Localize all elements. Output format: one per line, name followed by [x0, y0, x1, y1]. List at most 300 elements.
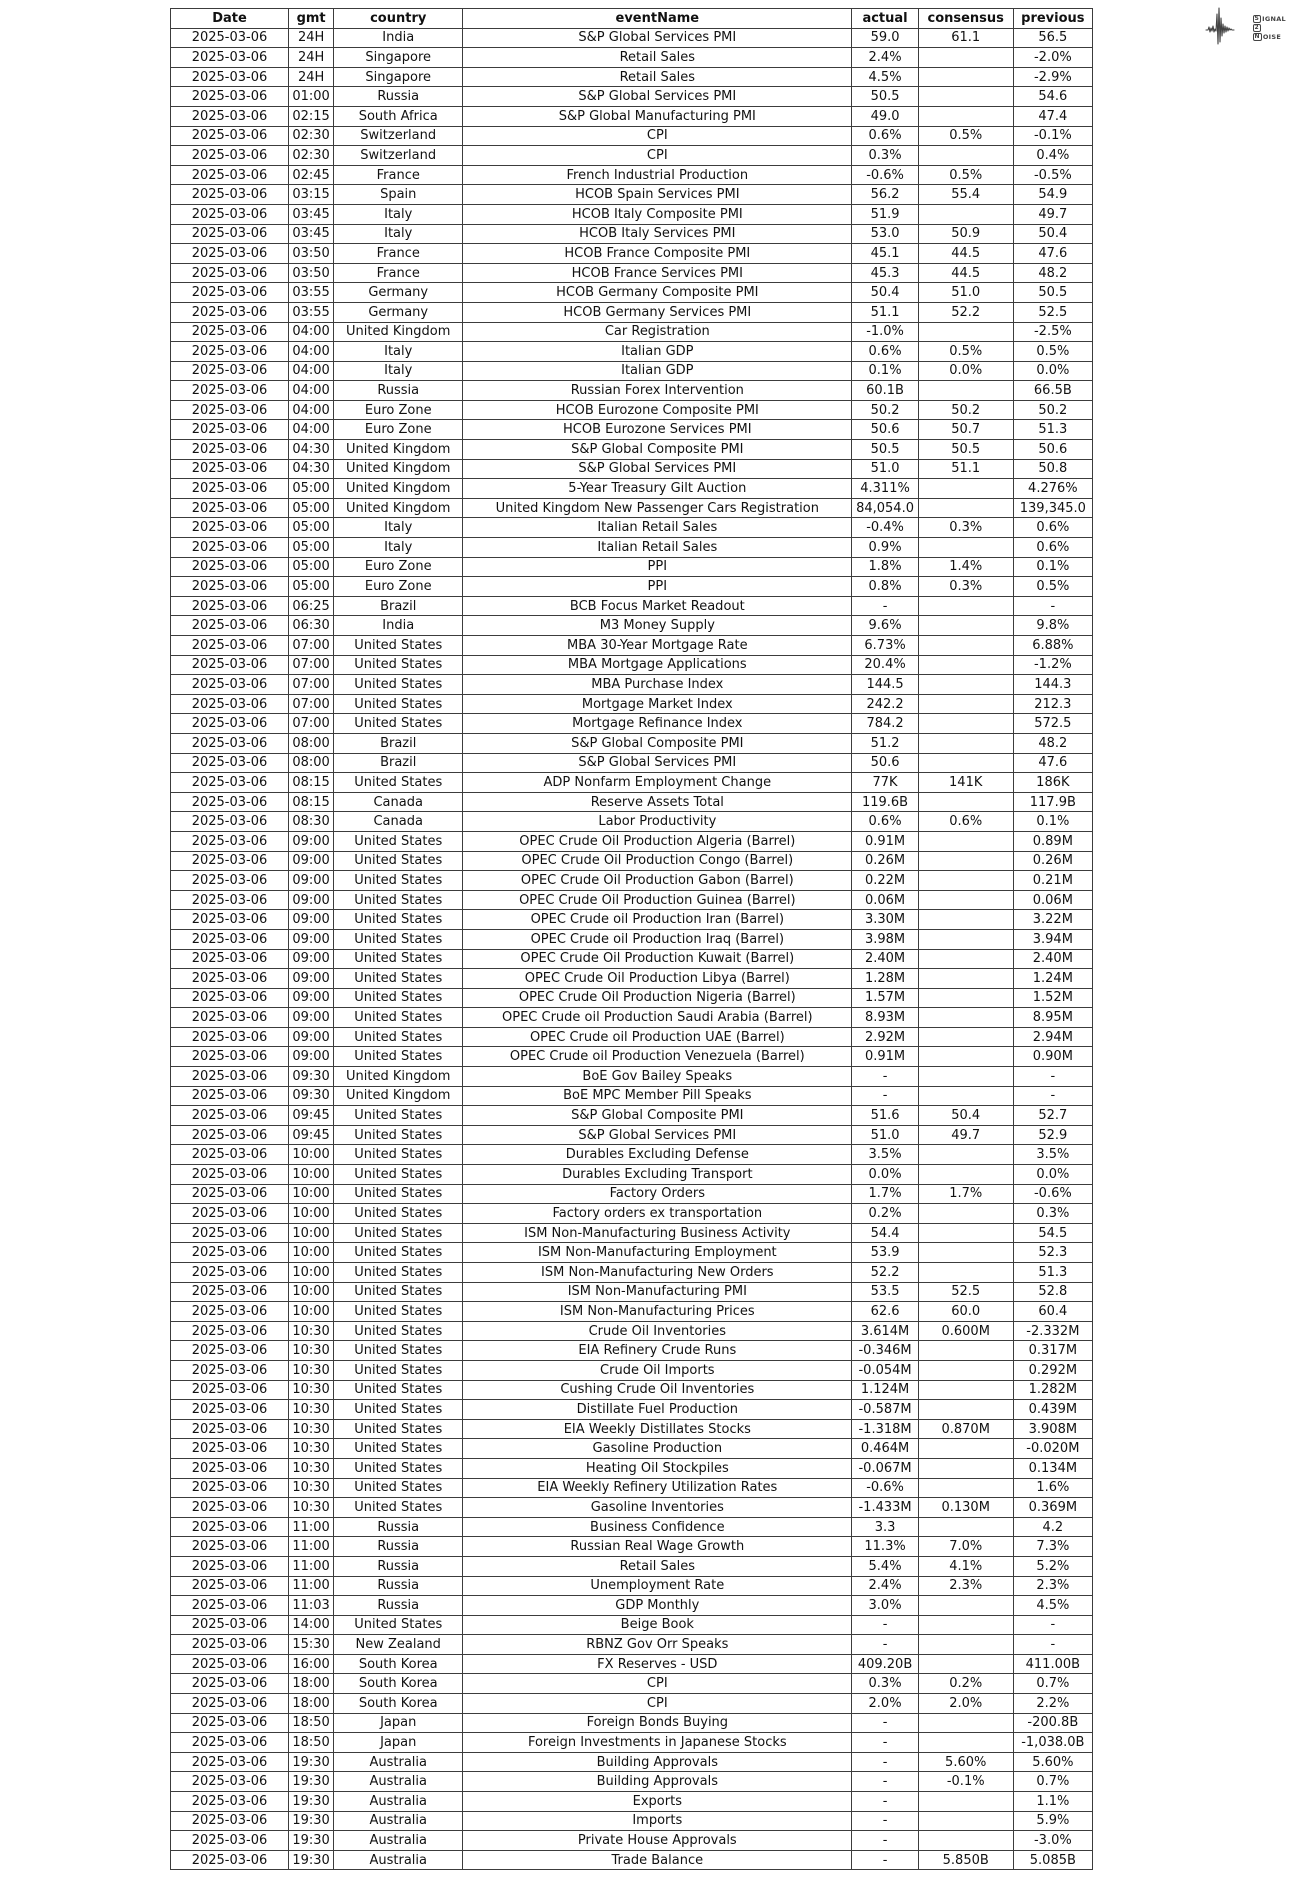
cell-previous: 0.369M [1013, 1498, 1092, 1518]
table-row [171, 1831, 1093, 1851]
column-header-actual: actual [852, 9, 918, 29]
cell-gmt: 10:30 [289, 1458, 334, 1478]
cell-date: 2025-03-06 [171, 1165, 289, 1185]
cell-event-name: OPEC Crude Oil Production Kuwait (Barrel) [463, 949, 852, 969]
cell-event-name: HCOB Italy Composite PMI [463, 204, 852, 224]
cell-actual: 0.1% [852, 361, 918, 381]
cell-date: 2025-03-06 [171, 1517, 289, 1537]
cell-date: 2025-03-06 [171, 1596, 289, 1616]
table-row [171, 1302, 1093, 1322]
cell-date: 2025-03-06 [171, 1752, 289, 1772]
cell-actual: 0.2% [852, 1204, 918, 1224]
cell-event-name: M3 Money Supply [463, 616, 852, 636]
cell-date: 2025-03-06 [171, 1145, 289, 1165]
cell-actual: 50.6 [852, 753, 918, 773]
cell-consensus: 50.4 [918, 1106, 1013, 1126]
cell-date: 2025-03-06 [171, 1419, 289, 1439]
cell-date: 2025-03-06 [171, 1223, 289, 1243]
cell-event-name: ISM Non-Manufacturing New Orders [463, 1263, 852, 1283]
cell-country: United States [334, 831, 463, 851]
cell-actual: 8.93M [852, 1008, 918, 1028]
cell-date: 2025-03-06 [171, 1654, 289, 1674]
cell-country: Australia [334, 1772, 463, 1792]
cell-previous: 52.5 [1013, 302, 1092, 322]
cell-actual: 242.2 [852, 694, 918, 714]
cell-country: Euro Zone [334, 577, 463, 597]
cell-event-name: Mortgage Market Index [463, 694, 852, 714]
table-row [171, 1498, 1093, 1518]
cell-actual: 3.30M [852, 910, 918, 930]
cell-consensus: 5.850B [918, 1850, 1013, 1870]
cell-gmt: 10:30 [289, 1360, 334, 1380]
cell-date: 2025-03-06 [171, 753, 289, 773]
cell-country: United Kingdom [334, 1086, 463, 1106]
cell-gmt: 09:00 [289, 969, 334, 989]
cell-event-name: HCOB France Services PMI [463, 263, 852, 283]
cell-country: Italy [334, 224, 463, 244]
table-row [171, 851, 1093, 871]
cell-consensus [918, 1615, 1013, 1635]
table-row [171, 1811, 1093, 1831]
cell-actual: -0.6% [852, 1478, 918, 1498]
cell-gmt: 04:00 [289, 342, 334, 362]
cell-actual: 51.6 [852, 1106, 918, 1126]
cell-gmt: 01:00 [289, 87, 334, 107]
cell-country: Russia [334, 87, 463, 107]
cell-date: 2025-03-06 [171, 1498, 289, 1518]
waveform-icon [1205, 6, 1251, 50]
cell-country: United States [334, 1008, 463, 1028]
cell-previous: 117.9B [1013, 792, 1092, 812]
cell-previous: - [1013, 1635, 1092, 1655]
cell-actual: 0.06M [852, 890, 918, 910]
table-row [171, 733, 1093, 753]
column-header-date: Date [171, 9, 289, 29]
cell-country: South Korea [334, 1674, 463, 1694]
cell-gmt: 24H [289, 28, 334, 48]
watermark-line-noise [1253, 33, 1287, 41]
cell-event-name: OPEC Crude Oil Production Nigeria (Barrel) [463, 988, 852, 1008]
table-row [171, 1360, 1093, 1380]
cell-date: 2025-03-06 [171, 28, 289, 48]
table-row [171, 1694, 1093, 1714]
cell-gmt: 10:30 [289, 1400, 334, 1420]
cell-event-name: S&P Global Services PMI [463, 753, 852, 773]
cell-consensus [918, 1596, 1013, 1616]
cell-date: 2025-03-06 [171, 1067, 289, 1087]
cell-consensus [918, 204, 1013, 224]
cell-country: United States [334, 890, 463, 910]
cell-country: Russia [334, 1596, 463, 1616]
cell-previous: 0.0% [1013, 1165, 1092, 1185]
cell-date: 2025-03-06 [171, 146, 289, 166]
cell-previous: -200.8B [1013, 1713, 1092, 1733]
table-row [171, 67, 1093, 87]
cell-previous: 2.2% [1013, 1694, 1092, 1714]
cell-country: Russia [334, 381, 463, 401]
cell-country: United Kingdom [334, 498, 463, 518]
cell-previous: -3.0% [1013, 1831, 1092, 1851]
cell-country: United States [334, 1106, 463, 1126]
cell-event-name: GDP Monthly [463, 1596, 852, 1616]
watermark-line-2 [1253, 24, 1287, 32]
cell-gmt: 09:00 [289, 988, 334, 1008]
cell-date: 2025-03-06 [171, 1263, 289, 1283]
economic-calendar-table [170, 8, 1093, 1870]
cell-actual: 56.2 [852, 185, 918, 205]
cell-consensus [918, 910, 1013, 930]
cell-country: New Zealand [334, 1635, 463, 1655]
cell-previous: - [1013, 596, 1092, 616]
cell-actual: 51.1 [852, 302, 918, 322]
cell-event-name: ISM Non-Manufacturing Employment [463, 1243, 852, 1263]
cell-actual: 45.1 [852, 244, 918, 264]
cell-country: United States [334, 949, 463, 969]
cell-actual: 59.0 [852, 28, 918, 48]
cell-actual: 3.3 [852, 1517, 918, 1537]
cell-event-name: BCB Focus Market Readout [463, 596, 852, 616]
cell-country: United States [334, 1498, 463, 1518]
cell-event-name: Cushing Crude Oil Inventories [463, 1380, 852, 1400]
cell-event-name: S&P Global Services PMI [463, 459, 852, 479]
cell-date: 2025-03-06 [171, 1792, 289, 1812]
cell-event-name: Business Confidence [463, 1517, 852, 1537]
cell-actual: 144.5 [852, 675, 918, 695]
cell-event-name: Imports [463, 1811, 852, 1831]
cell-consensus [918, 1008, 1013, 1028]
cell-consensus: 49.7 [918, 1125, 1013, 1145]
cell-gmt: 10:00 [289, 1184, 334, 1204]
cell-consensus [918, 538, 1013, 558]
table-row [171, 1165, 1093, 1185]
cell-previous: - [1013, 1086, 1092, 1106]
cell-event-name: MBA Mortgage Applications [463, 655, 852, 675]
cell-actual: -0.587M [852, 1400, 918, 1420]
cell-consensus [918, 67, 1013, 87]
table-row [171, 1067, 1093, 1087]
cell-consensus [918, 792, 1013, 812]
cell-gmt: 10:30 [289, 1419, 334, 1439]
cell-date: 2025-03-06 [171, 1537, 289, 1557]
cell-previous: 212.3 [1013, 694, 1092, 714]
cell-date: 2025-03-06 [171, 1027, 289, 1047]
cell-consensus [918, 596, 1013, 616]
table-row [171, 1792, 1093, 1812]
cell-actual: -1.433M [852, 1498, 918, 1518]
cell-consensus: 5.60% [918, 1752, 1013, 1772]
cell-gmt: 03:50 [289, 263, 334, 283]
table-row [171, 1282, 1093, 1302]
cell-country: Russia [334, 1517, 463, 1537]
cell-event-name: CPI [463, 146, 852, 166]
cell-date: 2025-03-06 [171, 106, 289, 126]
cell-event-name: Crude Oil Imports [463, 1360, 852, 1380]
cell-event-name: Building Approvals [463, 1772, 852, 1792]
table-row [171, 1243, 1093, 1263]
cell-actual: -1.318M [852, 1419, 918, 1439]
cell-date: 2025-03-06 [171, 596, 289, 616]
cell-country: United States [334, 1419, 463, 1439]
cell-date: 2025-03-06 [171, 165, 289, 185]
cell-previous: -1.2% [1013, 655, 1092, 675]
cell-gmt: 03:45 [289, 204, 334, 224]
cell-previous: -0.020M [1013, 1439, 1092, 1459]
cell-country: United States [334, 1263, 463, 1283]
cell-actual: 51.0 [852, 1125, 918, 1145]
cell-date: 2025-03-06 [171, 1400, 289, 1420]
cell-actual: 0.464M [852, 1439, 918, 1459]
signal2noise-watermark [1205, 6, 1287, 50]
cell-event-name: Factory orders ex transportation [463, 1204, 852, 1224]
table-row [171, 1478, 1093, 1498]
cell-date: 2025-03-06 [171, 1321, 289, 1341]
table-row [171, 146, 1093, 166]
cell-consensus: 4.1% [918, 1556, 1013, 1576]
cell-actual: 60.1B [852, 381, 918, 401]
cell-country: United States [334, 988, 463, 1008]
cell-date: 2025-03-06 [171, 420, 289, 440]
cell-event-name: ISM Non-Manufacturing PMI [463, 1282, 852, 1302]
cell-gmt: 04:00 [289, 400, 334, 420]
cell-actual: 0.6% [852, 812, 918, 832]
cell-previous: 54.5 [1013, 1223, 1092, 1243]
cell-event-name: EIA Weekly Distillates Stocks [463, 1419, 852, 1439]
cell-gmt: 02:30 [289, 146, 334, 166]
cell-gmt: 03:50 [289, 244, 334, 264]
cell-date: 2025-03-06 [171, 1733, 289, 1753]
cell-actual: 54.4 [852, 1223, 918, 1243]
cell-event-name: PPI [463, 577, 852, 597]
cell-consensus [918, 1733, 1013, 1753]
cell-country: United States [334, 1125, 463, 1145]
cell-consensus [918, 498, 1013, 518]
cell-gmt: 10:30 [289, 1321, 334, 1341]
cell-consensus [918, 1380, 1013, 1400]
cell-event-name: HCOB Eurozone Services PMI [463, 420, 852, 440]
cell-event-name: S&P Global Services PMI [463, 87, 852, 107]
cell-event-name: OPEC Crude oil Production Iran (Barrel) [463, 910, 852, 930]
cell-actual: 3.98M [852, 929, 918, 949]
cell-actual: 0.6% [852, 126, 918, 146]
cell-previous: 3.5% [1013, 1145, 1092, 1165]
cell-gmt: 18:00 [289, 1674, 334, 1694]
cell-actual: 52.2 [852, 1263, 918, 1283]
cell-previous: 47.6 [1013, 753, 1092, 773]
cell-actual: 1.124M [852, 1380, 918, 1400]
cell-consensus [918, 675, 1013, 695]
cell-consensus [918, 1831, 1013, 1851]
table-row [171, 1008, 1093, 1028]
table-row [171, 1772, 1093, 1792]
cell-consensus [918, 87, 1013, 107]
table-row [171, 694, 1093, 714]
cell-previous: 1.52M [1013, 988, 1092, 1008]
table-row [171, 1458, 1093, 1478]
cell-previous: 0.7% [1013, 1772, 1092, 1792]
cell-event-name: Italian Retail Sales [463, 538, 852, 558]
cell-event-name: Italian GDP [463, 342, 852, 362]
table-row [171, 1321, 1093, 1341]
cell-consensus: 44.5 [918, 263, 1013, 283]
cell-consensus [918, 1654, 1013, 1674]
cell-gmt: 15:30 [289, 1635, 334, 1655]
cell-event-name: Reserve Assets Total [463, 792, 852, 812]
cell-event-name: HCOB Spain Services PMI [463, 185, 852, 205]
cell-event-name: Unemployment Rate [463, 1576, 852, 1596]
cell-event-name: Labor Productivity [463, 812, 852, 832]
cell-event-name: OPEC Crude Oil Production Libya (Barrel) [463, 969, 852, 989]
cell-country: South Korea [334, 1654, 463, 1674]
cell-previous: 186K [1013, 773, 1092, 793]
cell-consensus [918, 1713, 1013, 1733]
cell-previous: -0.1% [1013, 126, 1092, 146]
table-row [171, 1223, 1093, 1243]
cell-previous: 0.4% [1013, 146, 1092, 166]
cell-event-name: S&P Global Composite PMI [463, 733, 852, 753]
table-row [171, 420, 1093, 440]
cell-country: United States [334, 1243, 463, 1263]
cell-previous: 0.06M [1013, 890, 1092, 910]
cell-country: United States [334, 910, 463, 930]
cell-gmt: 10:00 [289, 1282, 334, 1302]
cell-actual: 0.3% [852, 1674, 918, 1694]
cell-date: 2025-03-06 [171, 694, 289, 714]
cell-date: 2025-03-06 [171, 1125, 289, 1145]
cell-consensus [918, 146, 1013, 166]
cell-gmt: 09:30 [289, 1086, 334, 1106]
cell-consensus [918, 655, 1013, 675]
cell-consensus: 0.130M [918, 1498, 1013, 1518]
cell-actual: 1.7% [852, 1184, 918, 1204]
cell-previous: 0.6% [1013, 518, 1092, 538]
cell-gmt: 11:00 [289, 1576, 334, 1596]
cell-gmt: 14:00 [289, 1615, 334, 1635]
cell-consensus: 0.3% [918, 577, 1013, 597]
cell-event-name: PPI [463, 557, 852, 577]
table-row [171, 1733, 1093, 1753]
cell-actual: 53.5 [852, 1282, 918, 1302]
cell-country: Canada [334, 792, 463, 812]
table-row [171, 1145, 1093, 1165]
cell-event-name: Italian Retail Sales [463, 518, 852, 538]
table-row [171, 224, 1093, 244]
cell-event-name: OPEC Crude Oil Production Congo (Barrel) [463, 851, 852, 871]
cell-date: 2025-03-06 [171, 126, 289, 146]
cell-event-name: Retail Sales [463, 48, 852, 68]
cell-previous: 50.2 [1013, 400, 1092, 420]
cell-event-name: United Kingdom New Passenger Cars Registration [463, 498, 852, 518]
cell-previous: 3.908M [1013, 1419, 1092, 1439]
cell-country: United States [334, 655, 463, 675]
cell-consensus: 50.2 [918, 400, 1013, 420]
cell-consensus [918, 851, 1013, 871]
cell-actual: 50.4 [852, 283, 918, 303]
cell-country: United States [334, 1615, 463, 1635]
cell-gmt: 09:00 [289, 1008, 334, 1028]
cell-consensus: 2.3% [918, 1576, 1013, 1596]
table-row [171, 557, 1093, 577]
cell-event-name: Mortgage Refinance Index [463, 714, 852, 734]
cell-gmt: 10:30 [289, 1439, 334, 1459]
cell-actual: - [852, 596, 918, 616]
cell-country: United States [334, 1321, 463, 1341]
cell-previous: 0.26M [1013, 851, 1092, 871]
cell-consensus [918, 48, 1013, 68]
cell-gmt: 03:45 [289, 224, 334, 244]
cell-consensus [918, 1458, 1013, 1478]
cell-date: 2025-03-06 [171, 244, 289, 264]
cell-previous: 1.282M [1013, 1380, 1092, 1400]
cell-previous: 52.9 [1013, 1125, 1092, 1145]
cell-event-name: Crude Oil Inventories [463, 1321, 852, 1341]
cell-actual: 20.4% [852, 655, 918, 675]
cell-previous: 56.5 [1013, 28, 1092, 48]
column-header-country: country [334, 9, 463, 29]
cell-country: Brazil [334, 753, 463, 773]
cell-consensus: 50.5 [918, 440, 1013, 460]
cell-event-name: S&P Global Composite PMI [463, 440, 852, 460]
cell-consensus: 50.7 [918, 420, 1013, 440]
table-row [171, 479, 1093, 499]
cell-event-name: HCOB Italy Services PMI [463, 224, 852, 244]
cell-country: United States [334, 1302, 463, 1322]
table-row [171, 949, 1093, 969]
cell-country: Canada [334, 812, 463, 832]
cell-previous: 52.8 [1013, 1282, 1092, 1302]
cell-date: 2025-03-06 [171, 381, 289, 401]
cell-country: India [334, 616, 463, 636]
cell-actual: 0.8% [852, 577, 918, 597]
cell-country: France [334, 244, 463, 264]
cell-gmt: 18:50 [289, 1713, 334, 1733]
cell-consensus [918, 1086, 1013, 1106]
cell-actual: 62.6 [852, 1302, 918, 1322]
table-row [171, 538, 1093, 558]
cell-previous: - [1013, 1615, 1092, 1635]
cell-country: Russia [334, 1556, 463, 1576]
cell-previous: 2.3% [1013, 1576, 1092, 1596]
table-row [171, 753, 1093, 773]
cell-previous: 50.4 [1013, 224, 1092, 244]
cell-event-name: OPEC Crude Oil Production Algeria (Barrel) [463, 831, 852, 851]
cell-actual: - [852, 1831, 918, 1851]
cell-date: 2025-03-06 [171, 1811, 289, 1831]
cell-consensus [918, 1811, 1013, 1831]
table-row [171, 1106, 1093, 1126]
cell-previous: 572.5 [1013, 714, 1092, 734]
cell-actual: - [852, 1067, 918, 1087]
table-row [171, 126, 1093, 146]
table-row [171, 1263, 1093, 1283]
cell-country: United States [334, 1145, 463, 1165]
cell-previous: 4.2 [1013, 1517, 1092, 1537]
table-row [171, 1517, 1093, 1537]
cell-date: 2025-03-06 [171, 1576, 289, 1596]
cell-country: France [334, 263, 463, 283]
table-row [171, 106, 1093, 126]
cell-gmt: 04:30 [289, 440, 334, 460]
cell-previous: 54.6 [1013, 87, 1092, 107]
cell-date: 2025-03-06 [171, 1556, 289, 1576]
cell-event-name: S&P Global Services PMI [463, 1125, 852, 1145]
cell-country: United States [334, 851, 463, 871]
cell-gmt: 09:00 [289, 851, 334, 871]
table-row [171, 440, 1093, 460]
cell-previous: -1,038.0B [1013, 1733, 1092, 1753]
cell-consensus [918, 1360, 1013, 1380]
cell-gmt: 10:00 [289, 1302, 334, 1322]
cell-event-name: HCOB Eurozone Composite PMI [463, 400, 852, 420]
